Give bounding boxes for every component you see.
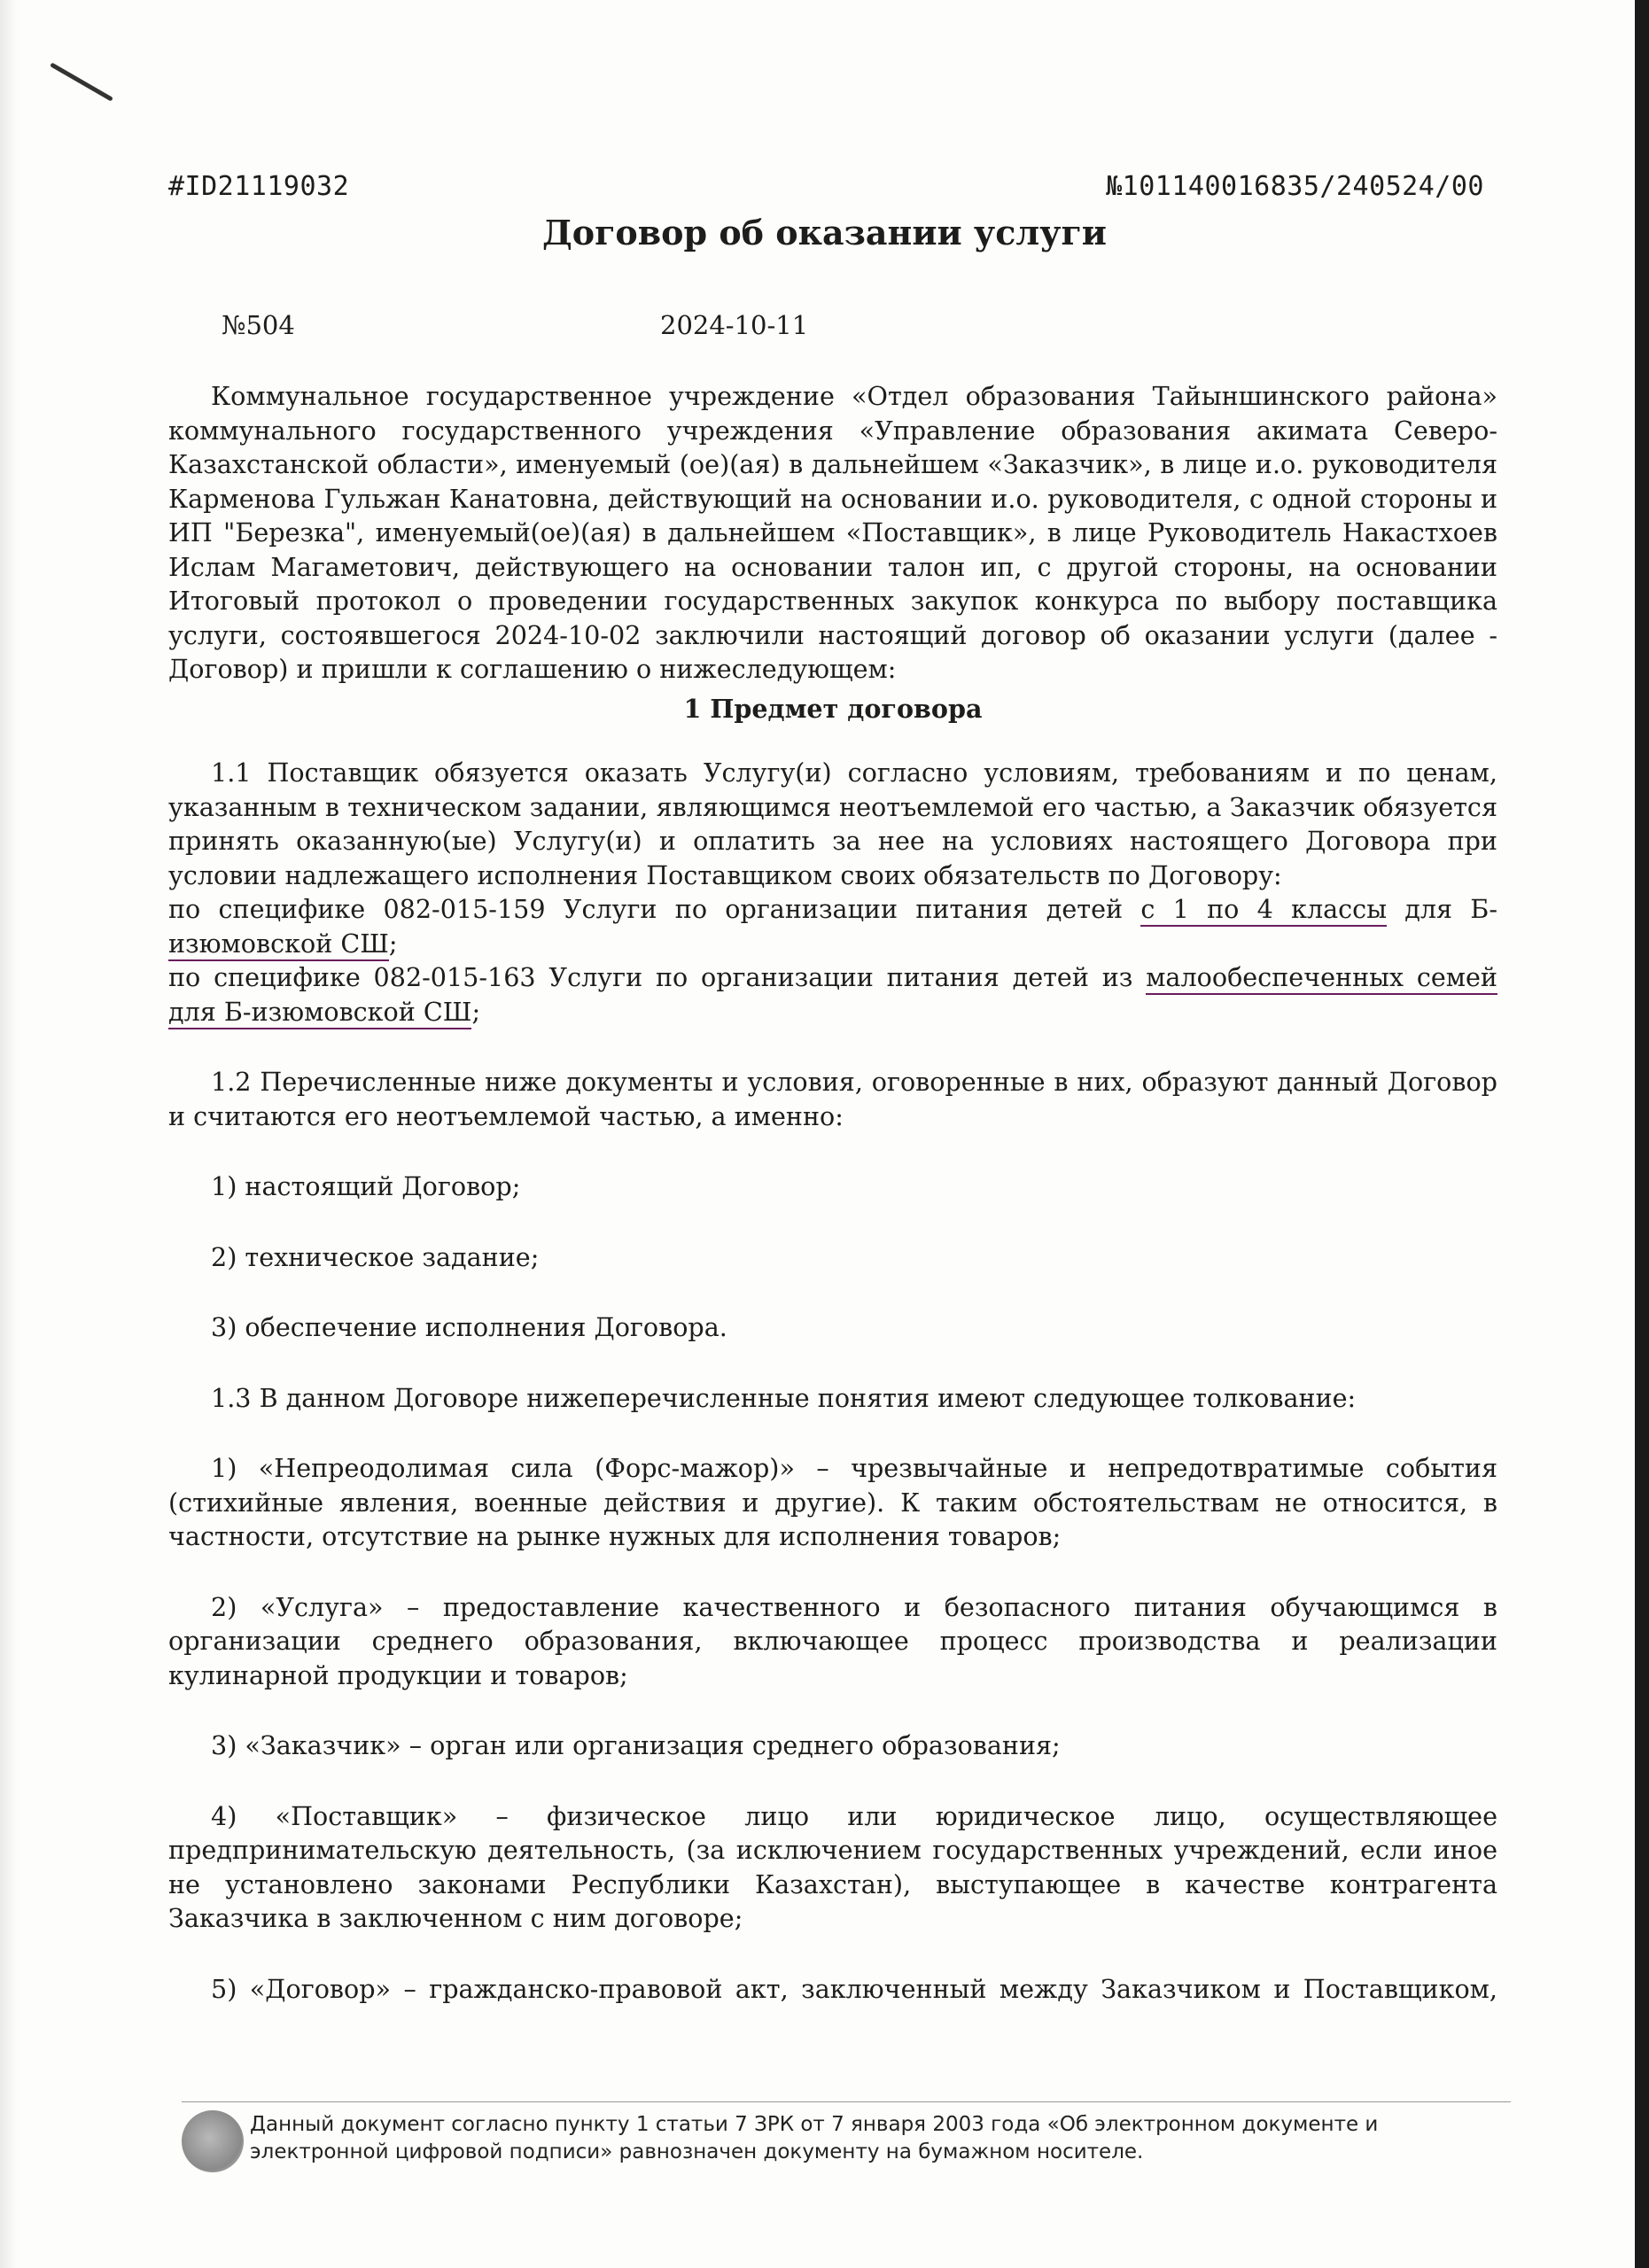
seal-icon <box>182 2110 244 2172</box>
clause-1-3: 1.3 В данном Договоре нижеперечисленные понятия имеют следующее толкование: <box>211 1382 1357 1413</box>
clause-1-2: 1.2 Перечисленные ниже документы и условия, оговоренные в них, образуют данный Договор и считаются его неотъемлемой частью, а именно: <box>168 1067 1497 1131</box>
scan-edge-right <box>1635 0 1649 2268</box>
spec-1-underlined-2: изюмовской СШ <box>168 928 389 961</box>
footer-divider <box>182 2101 1511 2102</box>
clause-1-1: 1.1 Поставщик обязуется оказать Услугу(и) согласно условиям, требованиям и по ценам, указанным в техническом задании, являющимся неотъемлемой его частью, а Заказчик обязуется принять оказанную(ые) Услугу(и) и оплатить за нее на условиях настоящего Договора при условии надлежащего исполнения Поставщиком своих обязательств по Договору: <box>168 757 1497 890</box>
footer-note <box>250 2111 1535 2166</box>
doc-item: 3) обеспечение исполнения Договора. <box>211 1312 727 1342</box>
spec-2-underlined-2: для Б-изюмовской СШ <box>168 997 471 1029</box>
doc-item: 2) техническое задание; <box>211 1241 540 1272</box>
term-item: 4) «Поставщик» – физическое лицо или юридическое лицо, осуществляющее предпринимательскую деятельность, (за исключением государственных учреждений, если иное не установлено законами Республики Казахстан), выступающее в качестве контрагента Заказчика в заключенном с ним договоре; <box>168 1800 1497 1933</box>
spec-2-suffix: ; <box>471 996 481 1027</box>
term-item: 5) «Договор» – гражданско-правовой акт, заключенный между Заказчиком и Поставщиком, <box>211 1973 1497 2004</box>
spec-1-suffix: ; <box>388 928 398 959</box>
spec-line-1 <box>168 892 1497 960</box>
contract-date: 2024-10-11 <box>660 310 809 340</box>
spec-1-underlined: с 1 по 4 классы <box>1140 894 1387 927</box>
doc-item: 1) настоящий Договор; <box>211 1171 521 1201</box>
footer-line: Данный документ согласно пункту 1 статьи 7 ЗРК от 7 января 2003 года «Об электронном документе и <box>250 2113 1379 2136</box>
page-title: Договор об оказании услуги <box>542 213 1107 252</box>
spec-line-2 <box>168 960 1497 1029</box>
section-title: 1 Предмет договора <box>683 693 983 724</box>
footer-line: электронной цифровой подписи» равнозначен документу на бумажном носителе. <box>250 2140 1144 2163</box>
spec-1-prefix: по специфике 082-015-159 Услуги по организации питания детей <box>168 894 1141 924</box>
doc-number: №101140016835/240524/00 <box>1106 171 1484 202</box>
contract-body <box>168 379 1497 2006</box>
contract-number: №504 <box>222 310 295 340</box>
term-item: 3) «Заказчик» – орган или организация среднего образования; <box>211 1730 1061 1760</box>
preamble: Коммунальное государственное учреждение «Отдел образования Тайыншинского района» коммунального государственного учреждения «Управление образования акимата Северо-Казахстанской области», именуемый (ое)(ая) в дальнейшем «Заказчик», в лице и.о. руководителя Карменова Гульжан Канатовна, действующий на основании и.о. руководителя, с одной стороны и ИП "Березка", именуемый(ое)(ая) в дальнейшем «Поставщик», в лице Руководитель Накастхоев Ислам Магаметович, действующего на основании талон ип, с другой стороны, на основании Итоговый протокол о проведении государственных закупок конкурса по выбору поставщика услуги, состоявшегося 2024-10-02 заключили настоящий договор об оказании услуги (далее - Договор) и пришли к соглашению о нижеследующем: <box>168 381 1497 684</box>
doc-id: #ID21119032 <box>168 171 350 202</box>
scan-edge-left <box>0 0 18 2268</box>
spec-2-prefix: по специфике 082-015-163 Услуги по организации питания детей из <box>168 962 1147 992</box>
term-item: 2) «Услуга» – предоставление качественного и безопасного питания обучающимся в организации среднего образования, включающее процесс производства и реализации кулинарной продукции и товаров; <box>168 1591 1497 1690</box>
spec-2-underlined: малообеспеченных семей <box>1146 962 1497 995</box>
term-item: 1) «Непреодолимая сила (Форс-мажор)» – чрезвычайные и непредотвратимые события (стихийные явления, военные действия и другие). К таким обстоятельствам не относится, в частности, отсутствие на рынке нужных для исполнения товаров; <box>168 1453 1497 1551</box>
spec-1-middle: для Б- <box>1386 894 1497 924</box>
pen-mark <box>50 62 113 101</box>
